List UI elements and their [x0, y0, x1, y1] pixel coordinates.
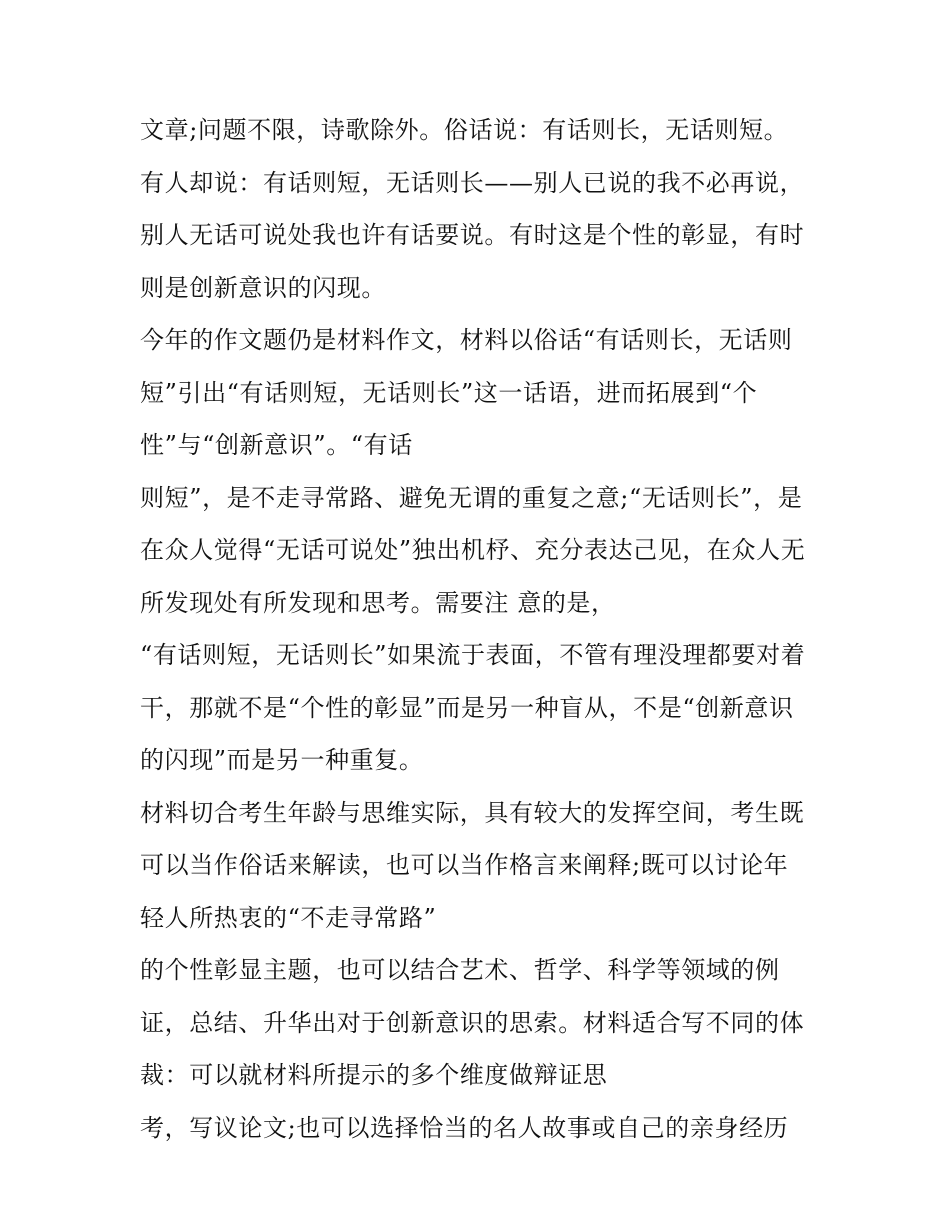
text-line-2: 有人却说：有话则短，无话则长——别人已说的我不必再说，	[140, 168, 805, 197]
text-line-12: 干，那就不是“个性的彰显”而是另一种盲从，不是“创新意识	[140, 693, 794, 722]
text-line-5: 今年的作文题仍是材料作文，材料以俗话“有话则长，无话则	[140, 326, 793, 354]
text-line-13: 的闪现”而是另一种重复。	[140, 746, 424, 774]
text-line-6: 短”引出“有话则短，无话则长”这一话语，进而拓展到“个	[140, 378, 758, 407]
text-line-17: 的个性彰显主题，也可以结合艺术、哲学、科学等领域的例	[140, 956, 780, 984]
text-line-1: 文章;问题不限，诗歌除外。俗话说：有话则长，无话则短。	[140, 116, 789, 144]
text-line-11: “有话则短，无话则长”如果流于表面，不管有理没理都要对着	[140, 641, 806, 669]
text-line-3: 别人无话可说处我也许有话要说。有时这是个性的彰显，有时	[140, 221, 805, 249]
text-line-16: 轻人所热衷的“不走寻常路”	[140, 903, 437, 932]
text-line-20: 考，写议论文;也可以选择恰当的名人故事或自己的亲身经历	[140, 1113, 789, 1142]
text-line-10: 所发现处有所发现和思考。需要注 意的是，	[140, 588, 616, 617]
text-line-8: 则短”，是不走寻常路、避免无谓的重复之意;“无话则长”，是	[140, 483, 803, 512]
text-line-15: 可以当作俗话来解读，也可以当作格言来阐释;既可以讨论年	[140, 851, 789, 879]
text-line-9: 在众人觉得“无话可说处”独出机杼、充分表达己见，在众人无	[140, 536, 806, 564]
text-line-14: 材料切合考生年龄与思维实际，具有较大的发挥空间，考生既	[140, 798, 805, 827]
text-line-19: 裁：可以就材料所提示的多个维度做辩证思	[140, 1061, 608, 1089]
document-body	[140, 104, 830, 1154]
text-line-7: 性”与“创新意识”。“有话	[140, 431, 413, 459]
text-line-4: 则是创新意识的闪现。	[140, 273, 386, 302]
text-line-18: 证，总结、升华出对于创新意识的思索。材料适合写不同的体	[140, 1008, 805, 1037]
